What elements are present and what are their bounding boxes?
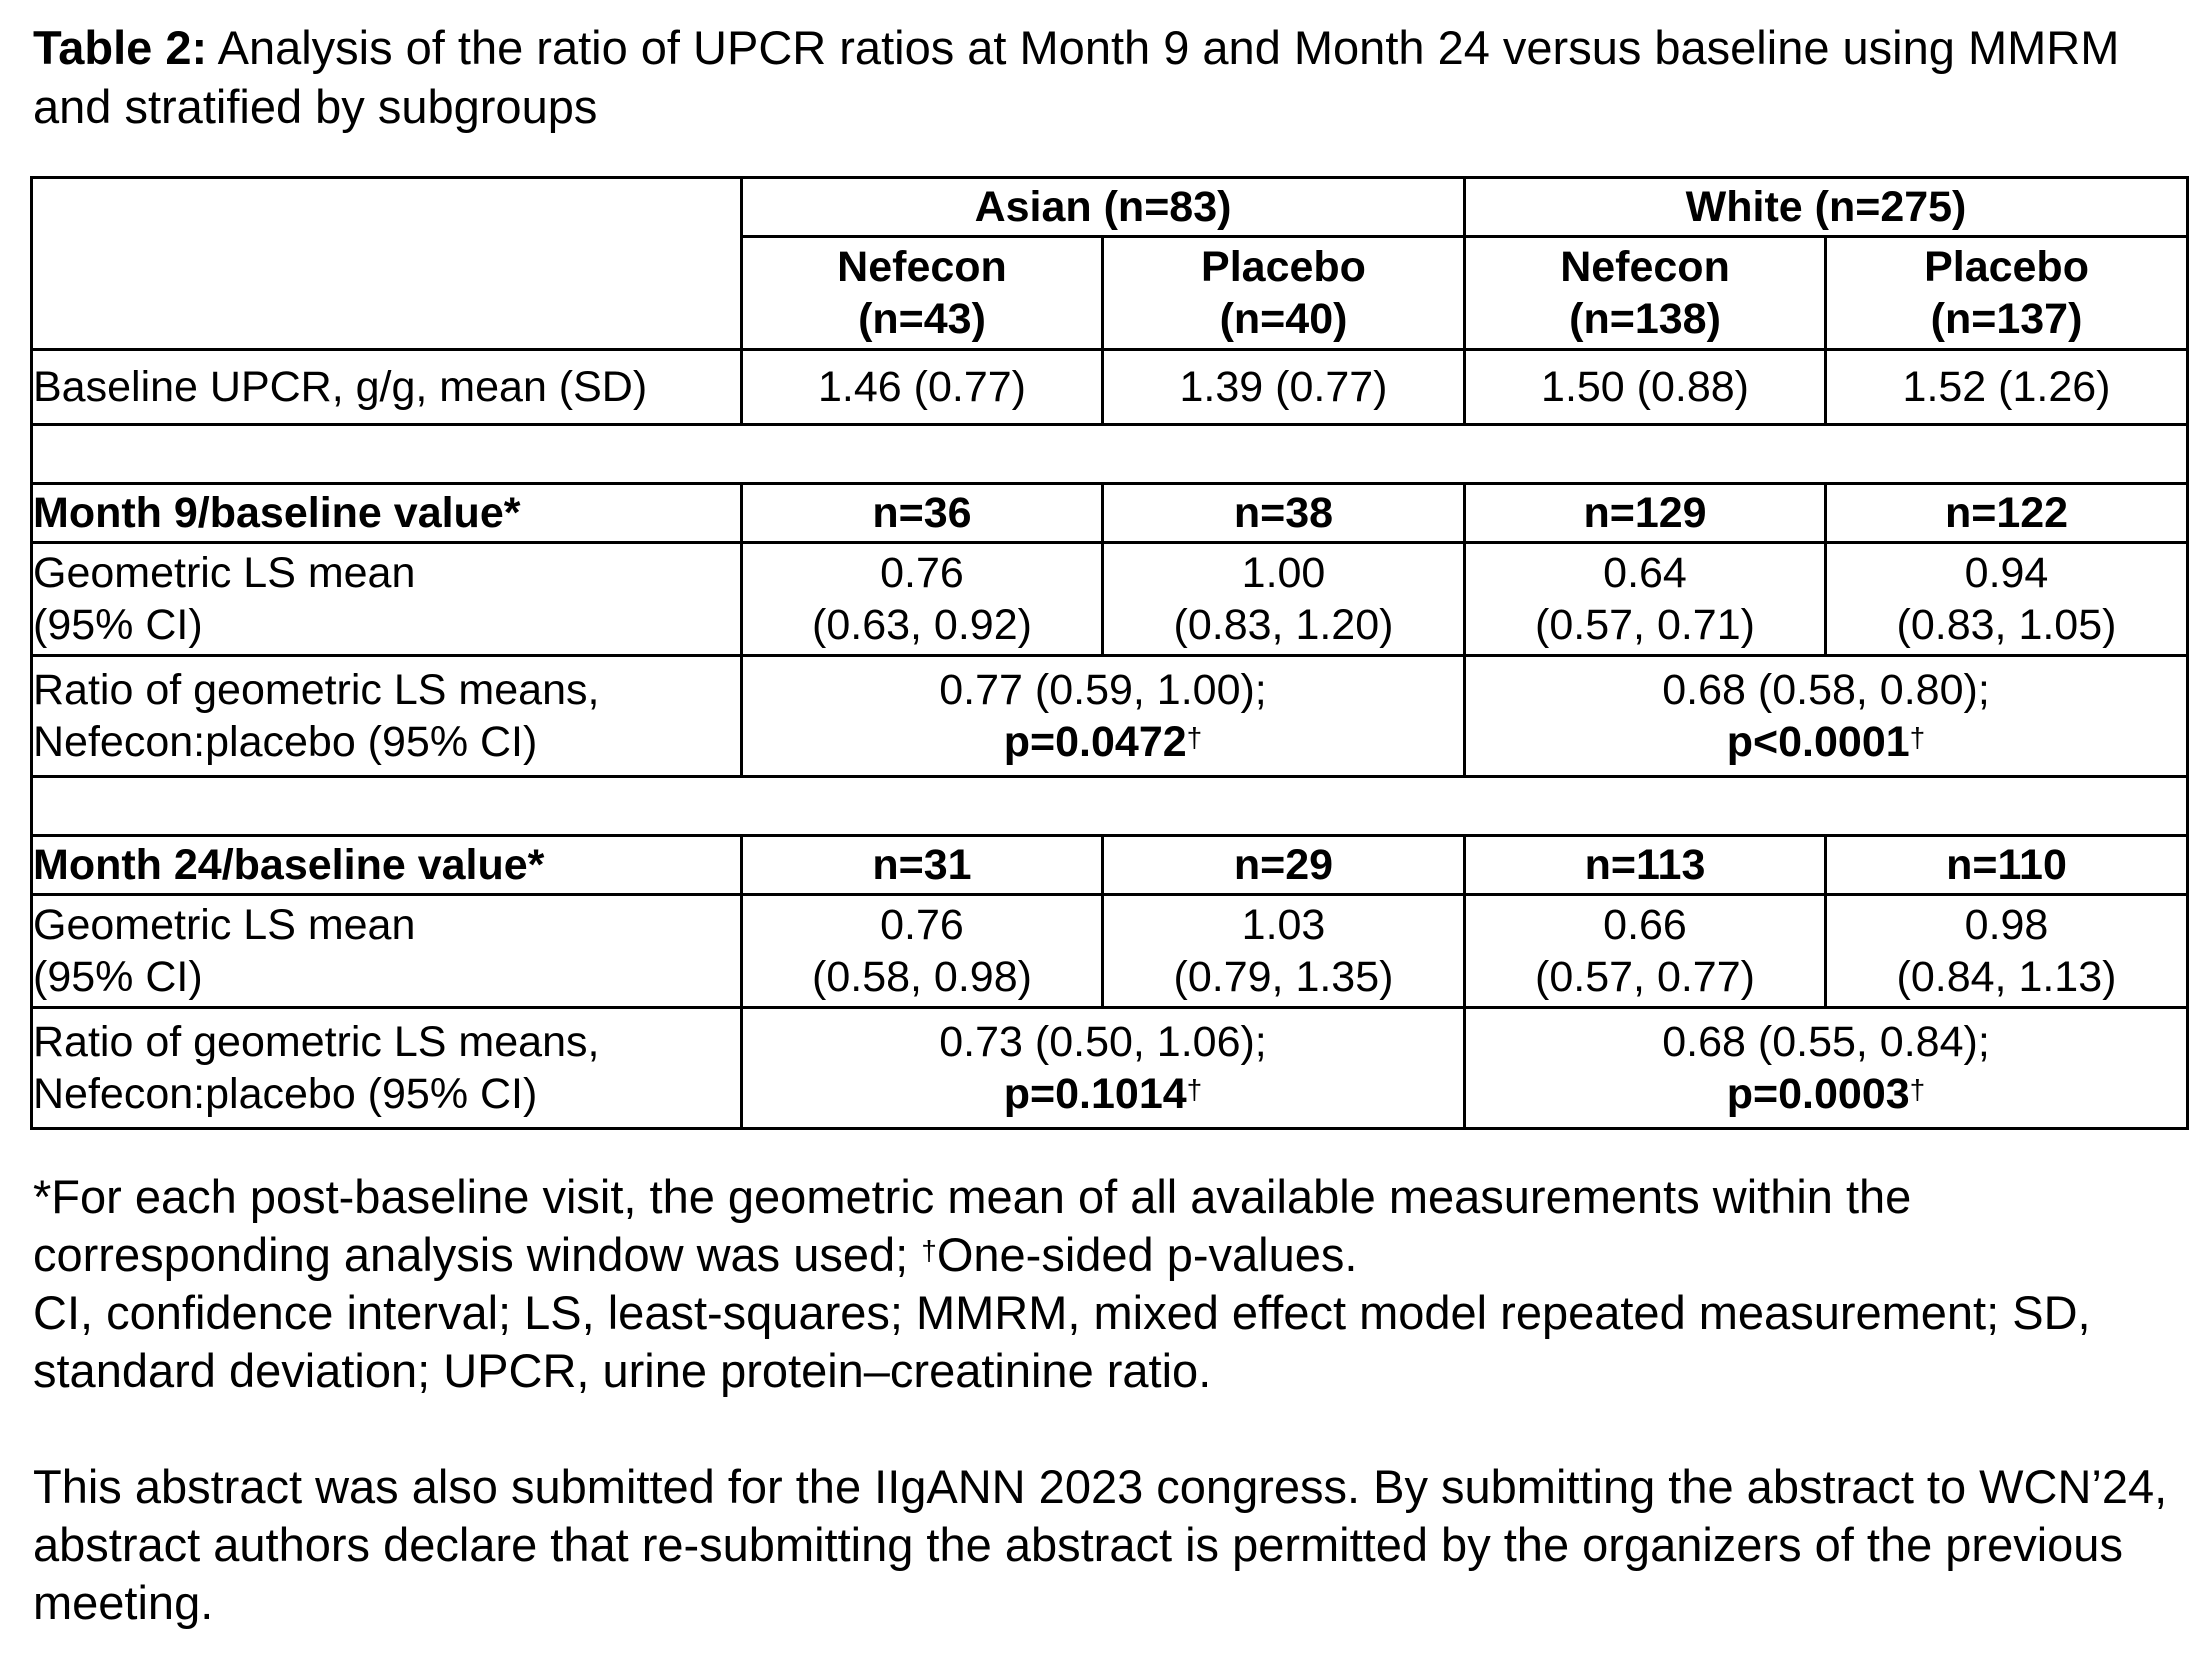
p-value-text: p=0.1014 (1003, 1070, 1187, 1118)
caption-label: Table 2: (33, 21, 208, 74)
dagger-mark: † (1186, 722, 1203, 753)
gm-label-line2: (95% CI) (33, 953, 203, 1001)
ratio-value: 0.68 (0.58, 0.80); (1662, 666, 1990, 714)
spacer-row (32, 425, 2188, 484)
month9-n: n=36 (742, 484, 1103, 543)
month24-header-row (32, 836, 2188, 895)
month24-n: n=29 (1103, 836, 1465, 895)
gm-label (32, 543, 742, 656)
gm-ci: (0.63, 0.92) (812, 601, 1032, 649)
gm-label-line1: Geometric LS mean (33, 901, 416, 949)
gm-mean: 0.66 (1603, 901, 1687, 949)
month9-n: n=129 (1465, 484, 1826, 543)
baseline-row (32, 350, 2188, 425)
p-value (1466, 1068, 2186, 1120)
gm-ci: (0.84, 1.13) (1896, 953, 2117, 1001)
arm-n: (n=138) (1569, 295, 1721, 343)
arm-name: Placebo (1201, 243, 1366, 291)
gm-ci: (0.79, 1.35) (1173, 953, 1394, 1001)
group-header-white: White (n=275) (1465, 178, 2188, 237)
ratio-label-line1: Ratio of geometric LS means, (33, 666, 600, 714)
footnotes (33, 1168, 2173, 1632)
p-value (743, 1068, 1463, 1120)
month9-gm-row (32, 543, 2188, 656)
month9-header-row (32, 484, 2188, 543)
spacer-cell (32, 425, 2188, 484)
arm-name: Nefecon (1560, 243, 1730, 291)
arm-name: Placebo (1924, 243, 2089, 291)
gm-ci: (0.58, 0.98) (812, 953, 1032, 1001)
footnote-abbreviations: CI, confidence interval; LS, least-squares; MMRM, mixed effect model repeated measurement; SD, standard deviation; UPCR, urine protein–creatinine ratio. (33, 1286, 2091, 1397)
dagger-mark: † (1909, 722, 1926, 753)
group-header-asian: Asian (n=83) (742, 178, 1465, 237)
dagger-mark: † (921, 1235, 937, 1266)
gm-ci: (0.83, 1.20) (1173, 601, 1394, 649)
ratio-label-line1: Ratio of geometric LS means, (33, 1018, 600, 1066)
p-value-text: p=0.0472 (1003, 718, 1187, 766)
ratio-cell (1465, 1008, 2188, 1129)
gm-cell (1826, 543, 2188, 656)
footnote-gap (33, 1400, 2173, 1458)
gm-mean: 0.94 (1964, 549, 2049, 597)
footnote-1-tail: One-sided p-values. (936, 1228, 1358, 1281)
arm-n: (n=137) (1930, 295, 2083, 343)
month9-n: n=122 (1826, 484, 2188, 543)
results-table (30, 176, 2189, 1130)
month9-label: Month 9/baseline value* (32, 484, 742, 543)
gm-cell (1465, 895, 1826, 1008)
ratio-value: 0.73 (0.50, 1.06); (939, 1018, 1267, 1066)
ratio-value: 0.77 (0.59, 1.00); (939, 666, 1267, 714)
ratio-label (32, 1008, 742, 1129)
month9-ratio-row (32, 656, 2188, 777)
month24-n: n=113 (1465, 836, 1826, 895)
baseline-value: 1.50 (0.88) (1465, 350, 1826, 425)
footnote-1-text: *For each post-baseline visit, the geometric mean of all available measurements within the corresponding analysis window was used; (33, 1170, 1912, 1281)
gm-mean: 1.00 (1241, 549, 1326, 597)
spacer-cell (32, 777, 2188, 836)
ratio-value: 0.68 (0.55, 0.84); (1662, 1018, 1990, 1066)
month9-n: n=38 (1103, 484, 1465, 543)
gm-ci: (0.83, 1.05) (1896, 601, 2117, 649)
gm-cell (1465, 543, 1826, 656)
baseline-value: 1.39 (0.77) (1103, 350, 1465, 425)
arm-name: Nefecon (837, 243, 1007, 291)
gm-label (32, 895, 742, 1008)
gm-label-line1: Geometric LS mean (33, 549, 416, 597)
gm-mean: 0.76 (880, 901, 964, 949)
gm-label-line2: (95% CI) (33, 601, 203, 649)
month24-n: n=31 (742, 836, 1103, 895)
ratio-label (32, 656, 742, 777)
p-value (743, 716, 1463, 768)
arm-header (1103, 237, 1465, 350)
month24-ratio-row (32, 1008, 2188, 1129)
ratio-cell (742, 1008, 1465, 1129)
ratio-label-line2: Nefecon:placebo (95% CI) (33, 1070, 538, 1118)
gm-cell (742, 895, 1103, 1008)
month24-label: Month 24/baseline value* (32, 836, 742, 895)
ratio-cell (742, 656, 1465, 777)
gm-cell (1103, 895, 1465, 1008)
arm-header (1826, 237, 2188, 350)
spacer-row (32, 777, 2188, 836)
ratio-label-line2: Nefecon:placebo (95% CI) (33, 718, 538, 766)
ratio-cell (1465, 656, 2188, 777)
gm-cell (742, 543, 1103, 656)
footnote-submission-note: This abstract was also submitted for the IIgANN 2023 congress. By submitting the abstract to WCN’24, abstract authors declare that re-submitting the abstract is permitted by the organizers of the previous meeting. (33, 1460, 2168, 1629)
arm-header (1465, 237, 1826, 350)
gm-cell (1103, 543, 1465, 656)
gm-mean: 1.03 (1241, 901, 1326, 949)
baseline-value: 1.52 (1.26) (1826, 350, 2188, 425)
dagger-mark: † (1909, 1074, 1926, 1105)
header-empty-cell (32, 178, 742, 350)
gm-ci: (0.57, 0.71) (1535, 601, 1755, 649)
gm-cell (1826, 895, 2188, 1008)
month24-gm-row (32, 895, 2188, 1008)
caption-text: Analysis of the ratio of UPCR ratios at Month 9 and Month 24 versus baseline using MMRM and stratified by subgroups (33, 21, 2120, 133)
month24-n: n=110 (1826, 836, 2188, 895)
arm-n: (n=43) (858, 295, 986, 343)
baseline-value: 1.46 (0.77) (742, 350, 1103, 425)
gm-mean: 0.76 (880, 549, 964, 597)
table-header-groups (32, 178, 2188, 237)
p-value-text: p=0.0003 (1726, 1070, 1910, 1118)
dagger-mark: † (1186, 1074, 1203, 1105)
footnote-1 (33, 1168, 2173, 1284)
p-value (1466, 716, 2186, 768)
arm-header (742, 237, 1103, 350)
gm-ci: (0.57, 0.77) (1535, 953, 1755, 1001)
arm-n: (n=40) (1219, 295, 1348, 343)
p-value-text: p<0.0001 (1726, 718, 1910, 766)
baseline-label: Baseline UPCR, g/g, mean (SD) (32, 350, 742, 425)
gm-mean: 0.98 (1964, 901, 2049, 949)
gm-mean: 0.64 (1603, 549, 1687, 597)
table-caption (33, 18, 2173, 136)
